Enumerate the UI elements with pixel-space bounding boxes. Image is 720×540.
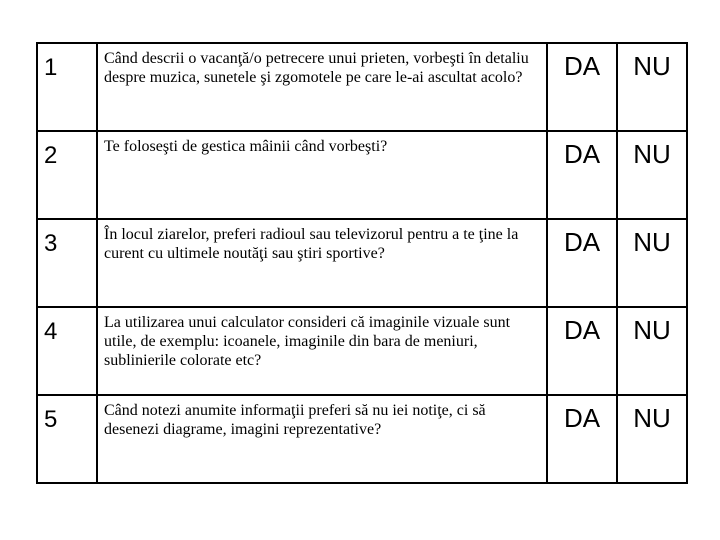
answer-yes[interactable]: DA [547, 395, 617, 483]
question-row [37, 43, 687, 131]
question-text: Când descrii o vacanţă/o petrecere unui prieten, vorbeşti în detaliu despre muzica, sunetele şi zgomotele pe care le-ai ascultat acolo? [97, 43, 547, 131]
questionnaire-table [36, 42, 688, 484]
question-number: 3 [37, 219, 97, 307]
question-text: Când notezi anumite informaţii preferi să nu iei notiţe, ci să desenezi diagrame, imagini reprezentative? [97, 395, 547, 483]
answer-yes[interactable]: DA [547, 131, 617, 219]
answer-no[interactable]: NU [617, 307, 687, 395]
answer-yes[interactable]: DA [547, 307, 617, 395]
question-number: 2 [37, 131, 97, 219]
question-number: 5 [37, 395, 97, 483]
question-row [37, 219, 687, 307]
question-text: La utilizarea unui calculator consideri că imaginile vizuale sunt utile, de exemplu: icoanele, imaginile din bara de meniuri, sublinierile colorate etc? [97, 307, 547, 395]
answer-no[interactable]: NU [617, 395, 687, 483]
question-number: 4 [37, 307, 97, 395]
answer-no[interactable]: NU [617, 131, 687, 219]
answer-yes[interactable]: DA [547, 219, 617, 307]
answer-yes[interactable]: DA [547, 43, 617, 131]
question-row [37, 307, 687, 395]
question-text: În locul ziarelor, preferi radioul sau televizorul pentru a te ţine la curent cu ultimele noutăţi sau ştiri sportive? [97, 219, 547, 307]
answer-no[interactable]: NU [617, 43, 687, 131]
question-row [37, 131, 687, 219]
question-text: Te foloseşti de gestica mâinii când vorbeşti? [97, 131, 547, 219]
question-number: 1 [37, 43, 97, 131]
answer-no[interactable]: NU [617, 219, 687, 307]
question-row [37, 395, 687, 483]
